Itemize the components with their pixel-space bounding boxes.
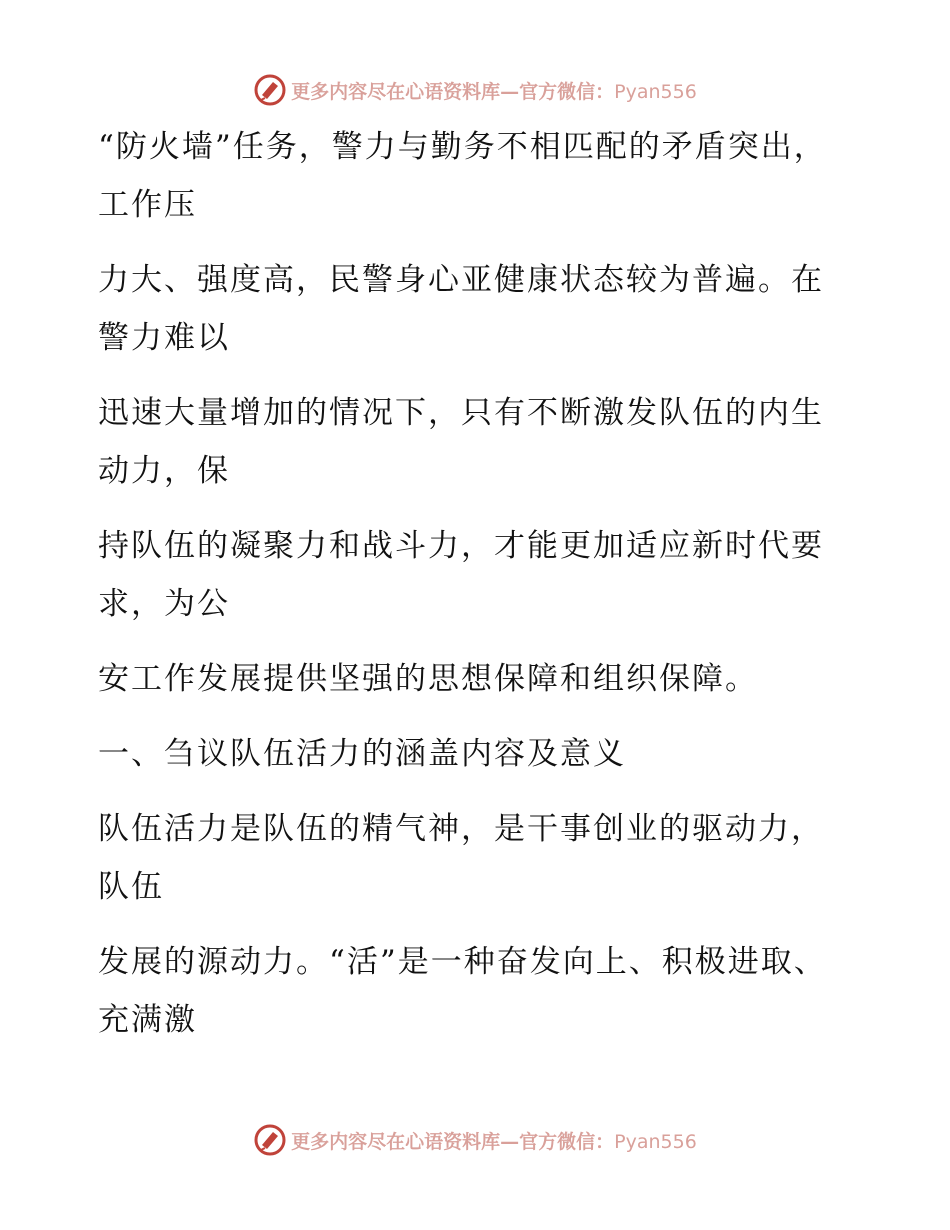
watermark-text: 更多内容尽在心语资料库—官方微信：Pyan556: [291, 1130, 697, 1153]
watermark-wechat-id: Pyan556: [614, 80, 697, 103]
paragraph-7: 发展的源动力。“活”是一种奋发向上、积极进取、充满激: [98, 944, 827, 1038]
paragraph-4: 持队伍的凝聚力和战斗力，才能更加适应新时代要求，为公: [98, 528, 824, 622]
paragraph-3: 迅速大量增加的情况下，只有不断激发队伍的内生动力，保: [98, 395, 824, 489]
paragraph-6: 队伍活力是队伍的精气神，是干事创业的驱动力，队伍: [98, 811, 824, 905]
header-watermark: [0, 70, 950, 110]
section-heading: 一、刍议队伍活力的涵盖内容及意义: [98, 736, 626, 772]
paragraph-5: 安工作发展提供坚强的思想保障和组织保障。: [98, 661, 758, 697]
footer-watermark: [0, 1120, 950, 1160]
paragraph-2: 力大、强度高，民警身心亚健康状态较为普遍。在警力难以: [98, 262, 824, 356]
paragraph-1: “防火墙”任务，警力与勤务不相匹配的矛盾突出，工作压: [98, 129, 827, 223]
logo-icon: [253, 73, 287, 107]
watermark-wechat-id: Pyan556: [614, 1130, 697, 1153]
watermark-text: 更多内容尽在心语资料库—官方微信：Pyan556: [291, 80, 697, 103]
logo-icon: [253, 1123, 287, 1157]
document-body: [98, 118, 838, 1066]
